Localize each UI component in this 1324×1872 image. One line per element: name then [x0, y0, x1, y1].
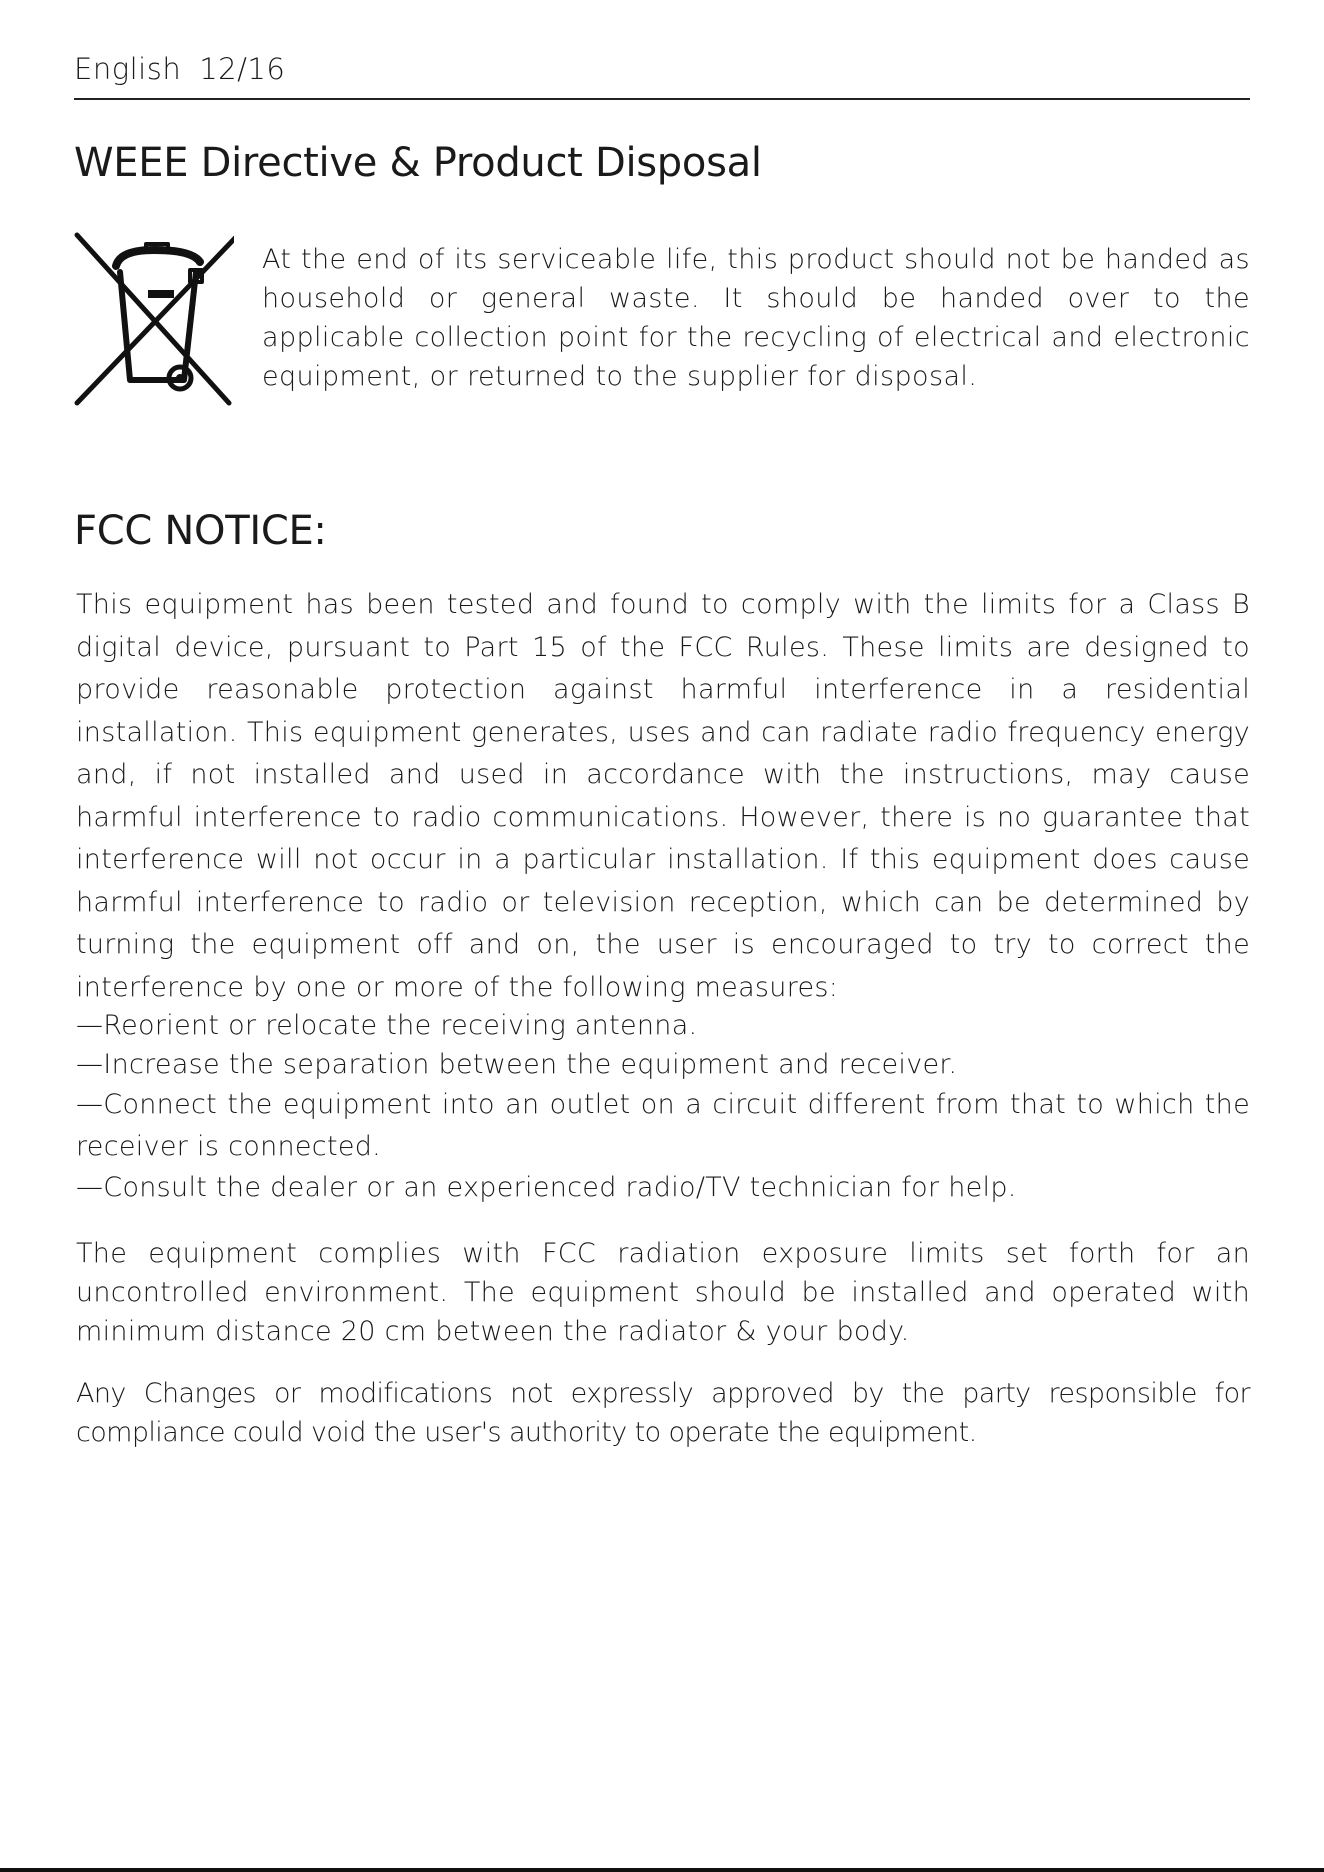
page-header: [74, 52, 285, 86]
bin-slot: [148, 290, 174, 298]
fcc-section-title: FCC NOTICE:: [74, 508, 327, 554]
weee-section-title: WEEE Directive & Product Disposal: [74, 140, 762, 186]
measure-item: —Consult the dealer or an experienced radio/TV technician for help.: [76, 1172, 1017, 1203]
measure-item: —Reorient or relocate the receiving antenna.: [76, 1010, 698, 1041]
fcc-measures-list: [76, 1006, 1250, 1207]
header-divider: [74, 98, 1250, 100]
fcc-changes-text: Any Changes or modifications not expressly approved by the party responsible for compliance could void the user's authority to operate the equipment.: [76, 1378, 1250, 1448]
fcc-compliance-text: This equipment has been tested and found to comply with the limits for a Class B digital device, pursuant to Part 15 of the FCC Rules. These limits are designed to provide reasonable protection against harmful interference in a residential installation. This equipment generates, uses and can radiate radio frequency energy and, if not installed and used in accordance with the instructions, may cause harmful interference to radio communications. However, there is no guarantee that interference will not occur in a particular installation. If this equipment does cause harmful interference to radio or television reception, which can be determined by turning the equipment off and on, the user is encouraged to try to correct the interference by one or more of the following measures:: [76, 589, 1250, 1003]
fcc-exposure-text: The equipment complies with FCC radiation exposure limits set forth for an uncontrolled environment. The equipment should be installed and operated with minimum distance 20 cm between the radiator & your body.: [76, 1238, 1250, 1347]
page-bottom-edge: [0, 1868, 1324, 1872]
crossed-out-wheelie-bin-icon: [74, 232, 234, 406]
measure-item: —Connect the equipment into an outlet on a circuit different from that to which the receiver is connected.: [76, 1089, 1250, 1162]
weee-disposal-text: At the end of its serviceable life, this product should not be handed as household or general waste. It should be handed over to the applicable collection point for the recycling of electrical and electronic equipment, or returned to the supplier for disposal.: [262, 244, 1250, 392]
measure-item: —Increase the separation between the equipment and receiver.: [76, 1049, 958, 1080]
header-page-number: 12/16: [199, 52, 286, 86]
header-language: English: [74, 52, 182, 86]
